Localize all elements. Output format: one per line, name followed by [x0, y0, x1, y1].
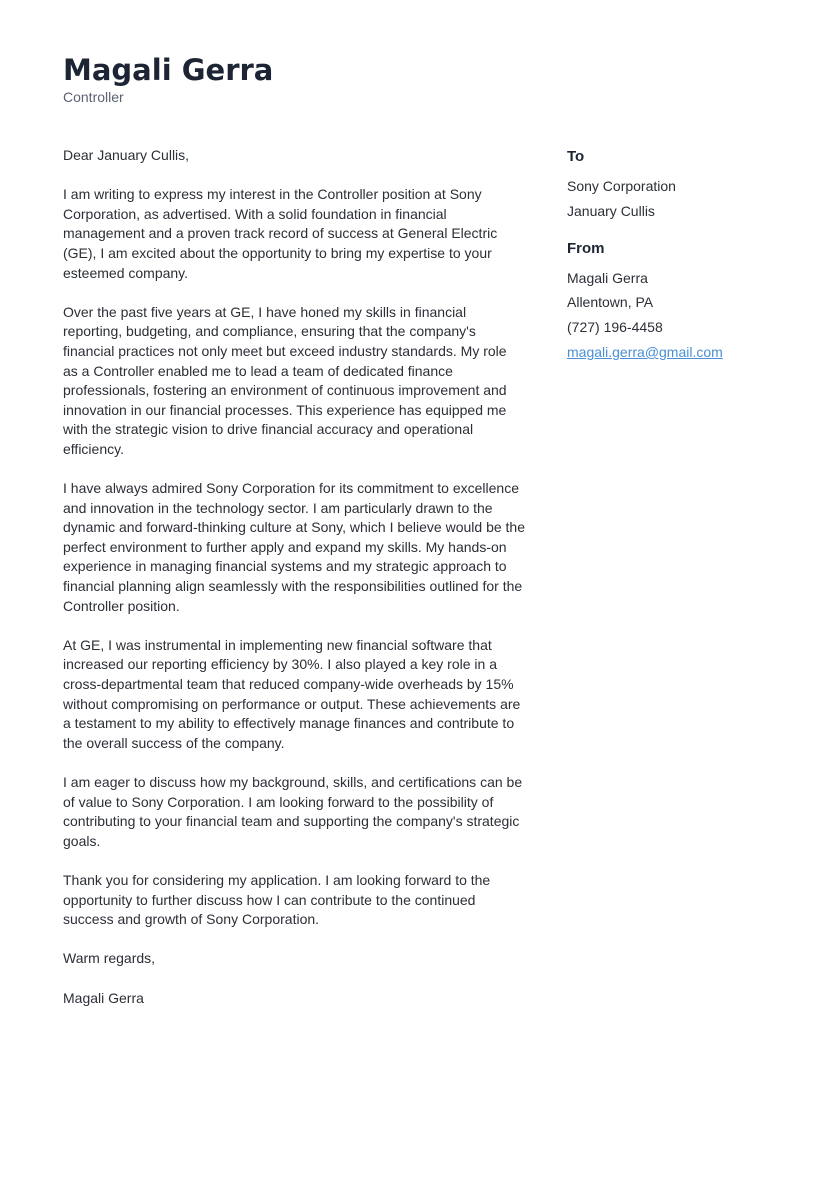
letter-paragraph-1: I am writing to express my interest in the Controller position at Sony Corporation, as advertised. With a solid foundation in financial management and a proven track record of success at General Electric (GE), I am excited about the opportunity to bring my expertise to your esteemed company.	[63, 186, 498, 281]
sender-phone: (727) 196-4458	[567, 319, 663, 336]
sender-location: Allentown, PA	[567, 294, 654, 311]
letter-paragraph-5: I am eager to discuss how my background, skills, and certifications can be of value to Sony Corporation. I am looking forward to the possibility of contributing to your financial team and supporting the company's strategic goals.	[63, 774, 523, 849]
recipient-name: January Cullis	[567, 202, 655, 219]
letter-paragraph-2: Over the past five years at GE, I have honed my skills in financial reporting, budgeting, and compliance, ensuring that the company's financial practices not only meet but exceed industry standards. My role as a Controller enabled me to lead a team of dedicated finance professionals, fostering an environment of continuous improvement and innovation in our financial processes. This experience has equipped me with the strategic vision to drive financial accuracy and operational efficiency.	[63, 303, 507, 457]
applicant-job-title: Controller	[63, 89, 124, 105]
letter-paragraph-6: Thank you for considering my application. I am looking forward to the opportunity to further discuss how I can contribute to the continued success and growth of Sony Corporation.	[63, 871, 491, 928]
recipient-heading: To	[567, 148, 585, 165]
sender-email-link[interactable]: magali.gerra@gmail.com	[567, 343, 723, 360]
letter-closing: Warm regards,	[63, 950, 156, 967]
contact-sidebar	[567, 146, 797, 379]
applicant-name: Magali Gerra	[63, 53, 274, 87]
letter-body	[63, 146, 525, 1028]
letter-header	[63, 52, 763, 106]
letter-paragraph-3: I have always admired Sony Corporation for its commitment to excellence and innovation in the technology sector. I am particularly drawn to the dynamic and forward-thinking culture at Sony, which I believe would be the perfect environment to further apply and expand my skills. My hands-on experience in managing financial systems and my strategic approach to financial planning align seamlessly with the responsibilities outlined for the Controller position.	[63, 480, 525, 614]
sender-section	[567, 238, 797, 365]
letter-signature: Magali Gerra	[63, 989, 144, 1006]
recipient-company: Sony Corporation	[567, 178, 676, 194]
letter-salutation: Dear January Cullis,	[63, 147, 190, 163]
recipient-section	[567, 146, 797, 224]
sender-heading: From	[567, 239, 605, 257]
letter-paragraph-4: At GE, I was instrumental in implementing new financial software that increased our reporting efficiency by 30%. I also played a key role in a cross-departmental team that reduced company-wide overheads by 15% without compromising on performance or output. These achievements are a testament to my ability to effectively manage finances and contribute to the overall success of the company.	[63, 636, 521, 751]
sender-name: Magali Gerra	[567, 269, 648, 286]
